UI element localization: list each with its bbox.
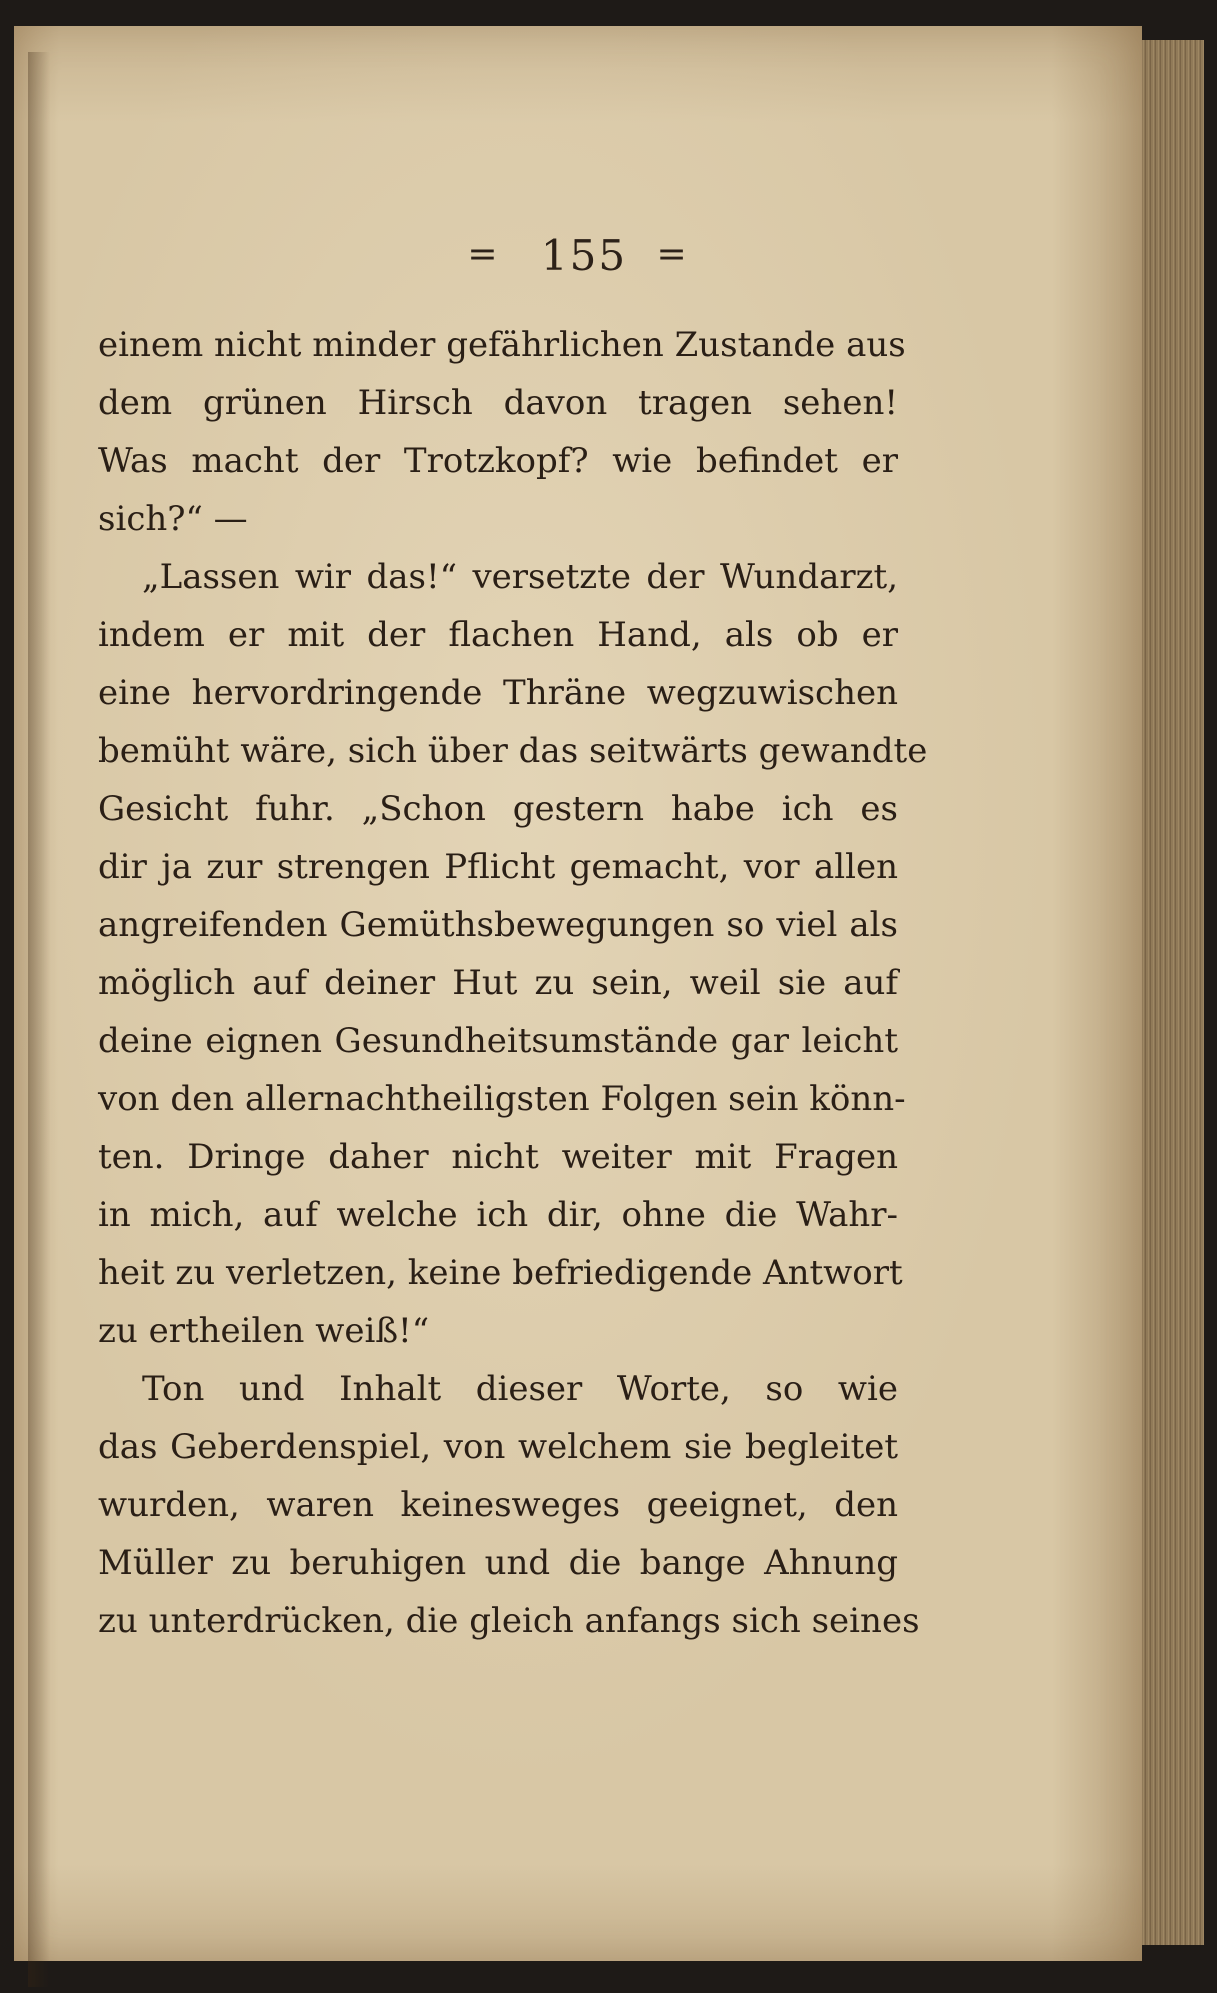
text-line: angreifenden Gemüthsbewegungen so viel als [98, 905, 898, 945]
text-line: bemüht wäre, sich über das seitwärts gewandte [98, 731, 928, 771]
text-line: Was macht der Trotzkopf? wie befindet er [98, 441, 898, 481]
text-line: heit zu verletzen, keine befriedigende Antwort [98, 1253, 903, 1293]
text-line: Ton und Inhalt dieser Worte, so wie [142, 1369, 898, 1409]
text-line: Müller zu beruhigen und die bange Ahnung [98, 1543, 898, 1583]
text-line: deine eignen Gesundheitsumstände gar leicht [98, 1021, 898, 1061]
text-line: sich?“ — [98, 499, 248, 539]
header-right-rule: = [656, 234, 689, 275]
text-line: dem grünen Hirsch davon tragen sehen! [98, 383, 898, 423]
text-line: dir ja zur strengen Pflicht gemacht, vor allen [98, 847, 898, 887]
text-line: „Lassen wir das!“ versetzte der Wundarzt, [142, 557, 898, 597]
body-text [98, 316, 928, 1650]
text-line: Gesicht fuhr. „Schon gestern habe ich es [98, 789, 898, 829]
text-line: zu unterdrücken, die gleich anfangs sich seines [98, 1601, 920, 1641]
text-line: indem er mit der flachen Hand, als ob er [98, 615, 898, 655]
text-line: das Geberdenspiel, von welchem sie begleitet [98, 1427, 898, 1467]
spine-shadow [28, 52, 50, 1987]
text-line: ten. Dringe daher nicht weiter mit Fragen [98, 1137, 898, 1177]
text-line: in mich, auf welche ich dir, ohne die Wahr- [98, 1195, 898, 1235]
text-line: zu ertheilen weiß!“ [98, 1311, 430, 1351]
text-line: wurden, waren keinesweges geeignet, den [98, 1485, 898, 1525]
book-page [14, 26, 1142, 1961]
page-number: 155 [540, 231, 628, 280]
text-line: möglich auf deiner Hut zu sein, weil sie auf [98, 963, 898, 1003]
page-header [14, 231, 1142, 280]
header-left-rule: = [467, 234, 500, 275]
book-fore-edge [1142, 40, 1204, 1945]
text-line: einem nicht minder gefährlichen Zustande aus [98, 325, 906, 365]
text-line: von den allernachtheiligsten Folgen sein könn- [98, 1079, 906, 1119]
text-line: eine hervordringende Thräne wegzuwischen [98, 673, 898, 713]
